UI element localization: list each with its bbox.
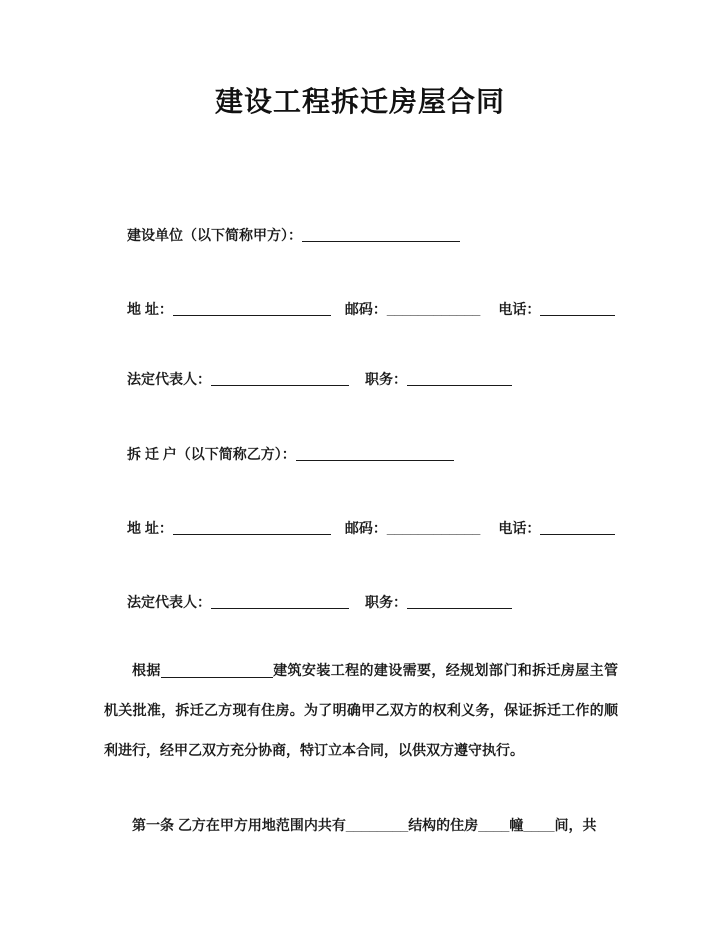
preamble-paragraph xyxy=(104,650,618,770)
field-row-legal-rep-b xyxy=(127,592,512,612)
duty-b-blank-line xyxy=(407,594,512,609)
postal-a-blank-line: ____________ xyxy=(386,301,481,317)
phone-a-label: 电话： xyxy=(498,301,541,317)
article-1-text-1: 第一条 乙方在甲方用地范围内共有 xyxy=(132,817,346,833)
phone-a-blank-line xyxy=(540,301,615,316)
legal-rep-b-blank-line xyxy=(211,594,349,609)
article-1-line xyxy=(104,805,618,845)
preamble-text: 建筑安装工程的建设需要，经规划部门和拆迁房屋主管机关批准，拆迁乙方现有住房。为了明确甲乙双方的权利义务，保证拆迁工作的顺利进行，经甲乙双方充分协商，特订立本合同，以供双方遵守执行。 xyxy=(104,662,619,758)
phone-b-blank-line xyxy=(540,520,615,535)
preamble-blank-line xyxy=(161,663,273,678)
phone-b-label: 电话： xyxy=(498,520,541,536)
party-a-label: 建设单位（以下简称甲方）： xyxy=(127,227,302,243)
address-a-label: 地 址： xyxy=(127,301,173,317)
article-1-blank-2: ____ xyxy=(478,817,510,833)
article-1-text-2: 结构的住房 xyxy=(408,817,479,833)
postal-a-label: 邮码： xyxy=(344,301,387,317)
address-b-label: 地 址： xyxy=(127,520,173,536)
duty-a-label: 职务： xyxy=(365,371,407,387)
field-row-party-a xyxy=(127,225,460,245)
article-1-blank-3: ____ xyxy=(523,817,555,833)
duty-b-label: 职务： xyxy=(365,594,407,610)
article-1-text-4: 间，共 xyxy=(554,817,597,833)
legal-rep-b-label: 法定代表人： xyxy=(127,594,211,610)
legal-rep-a-label: 法定代表人： xyxy=(127,371,211,387)
article-1-text-3: 幢 xyxy=(509,817,524,833)
field-row-address-a xyxy=(127,299,615,319)
field-row-legal-rep-a xyxy=(127,369,512,389)
postal-b-blank-line: ____________ xyxy=(386,520,481,536)
article-1-blank-1: ________ xyxy=(345,817,409,833)
address-b-blank-line xyxy=(173,520,331,535)
preamble-prefix: 根据 xyxy=(132,662,161,678)
field-row-party-b xyxy=(127,444,454,464)
postal-b-label: 邮码： xyxy=(344,520,387,536)
party-b-label: 拆 迁 户（以下简称乙方）： xyxy=(127,446,296,462)
document-title: 建设工程拆迁房屋合同 xyxy=(214,87,505,118)
address-a-blank-line xyxy=(173,301,331,316)
field-row-address-b xyxy=(127,518,615,538)
party-b-blank-line xyxy=(296,446,454,461)
party-a-blank-line xyxy=(302,227,460,242)
legal-rep-a-blank-line xyxy=(211,371,349,386)
duty-a-blank-line xyxy=(407,371,512,386)
